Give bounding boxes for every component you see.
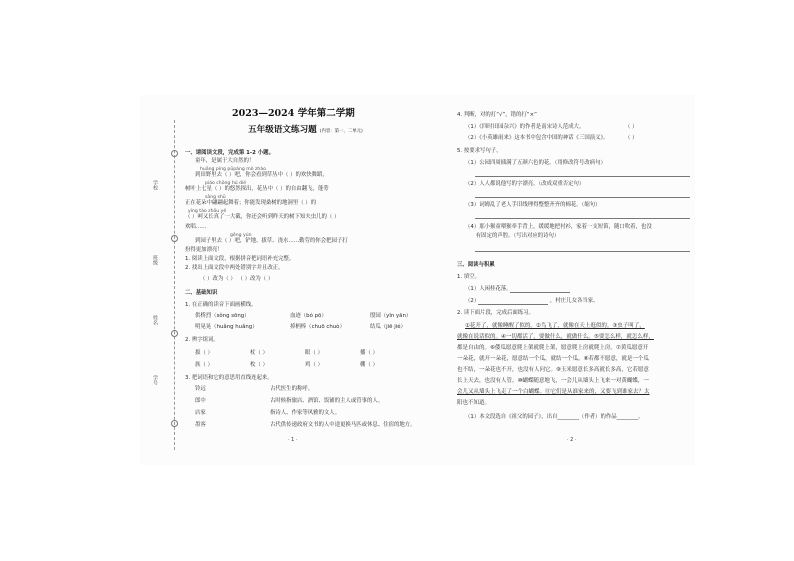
pron-item[interactable]: 供桥烈（sǒng sōng）	[195, 313, 250, 319]
pinyin-line: huāng pìng pūpáng mò zhào	[200, 167, 266, 172]
pinyin-line: piáo chōng hú dié	[205, 181, 247, 186]
char-item[interactable]: 杖（ ）	[250, 350, 268, 356]
section3-heading: 三、阅读与积累	[457, 262, 495, 268]
gutter-label-number: 学号	[152, 375, 158, 385]
passage-line: 长上天去，也没有人管。⑩蝴蝶随意地飞，一会儿从墙头上飞来一对黄蝴蝶，一	[457, 378, 649, 384]
answer-line[interactable]	[475, 197, 690, 198]
fill-item: ，村庄儿女各当家。	[550, 298, 599, 304]
pinyin-line: yíng tào zhōu yé	[188, 209, 227, 214]
rewrite-item: （4）那小猴童喂猴牵手背上，缓缓地把衬衫，家着一支短笛，随口吹着，也没 有固定的声腔。（写出对应的诗句）	[465, 224, 652, 239]
rewrite-item: （1）公园四周插满了五颜六色的花。（用修改符号改病句）	[465, 160, 606, 166]
answer-line[interactable]	[510, 292, 570, 293]
question-1: 1. 阅读上面文段，根据拼音把词语补充完整。	[185, 256, 295, 262]
char-item[interactable]: 族（ ）	[195, 362, 213, 368]
passage-line: 也不结，一朵花也不开，也没有人问它。⑨玉米愿意长多高就长多高，它若愿意	[457, 367, 649, 373]
binding-hole	[171, 420, 178, 427]
binding-hole	[171, 150, 178, 157]
text-line: 到田野里去（ ）吧，你会看到草丛中（ ）的欢快舞蹈，	[195, 172, 328, 178]
question-r2: 2. 读下面片段，完成后面练习。	[457, 310, 534, 316]
question-4: 4. 判断，对的打“√”，错的打“×”	[457, 112, 537, 118]
text-line: 树叶上七星（ ）的悠然探出，花丛中（ ）的自由翻飞，蓬蒡	[185, 186, 329, 192]
fill-item: （2）	[465, 298, 480, 304]
question-5: 5. 按要求写句子。	[457, 148, 502, 154]
judge-item: （2）《小英雄雨来》这本书中包含中国的神话《三国演义》。	[465, 135, 609, 141]
question-r2-1: （1）本文段选自《祖父的园子》，出自________（作者）的作品________。	[465, 414, 644, 420]
char-item[interactable]: 眼（ ）	[305, 350, 323, 356]
rewrite-item: （3）词姆乱了老人手旧线理得整整齐齐的棉花。（缩句）	[465, 202, 601, 208]
page-subtitle	[248, 127, 363, 135]
match-meaning[interactable]: 指诗人、作家等风雅的文人。	[270, 410, 341, 416]
gutter-label-school: 学校	[152, 180, 158, 190]
question-r1: 1. 填空。	[457, 274, 481, 280]
text-line: （ ）呵又长真了一大截，你还会听到昨天的树下知夫虫儿的（ ）	[185, 214, 340, 220]
char-item[interactable]: 枚（ ）	[250, 362, 268, 368]
char-item[interactable]: 棚（ ）	[360, 362, 378, 368]
answer-row[interactable]: （ ）改为（ ） （ ）改为（ ）	[200, 276, 274, 282]
match-meaning[interactable]: 古代医生的称呼。	[270, 386, 314, 392]
answer-line[interactable]	[475, 251, 690, 252]
pron-item[interactable]: 血迹（bó pō）	[290, 313, 327, 319]
answer-line[interactable]	[475, 218, 690, 219]
pron-item[interactable]: 殷园（yīn yān）	[370, 313, 412, 319]
char-item[interactable]: 鸡（ ）	[305, 362, 323, 368]
judge-bracket[interactable]: （ ）	[625, 135, 638, 141]
page-number-right: · 2 ·	[567, 437, 577, 443]
match-word[interactable]: 郎中	[195, 398, 206, 404]
question-2-3: 3. 把词语和它的意思用直线连起来。	[185, 375, 273, 381]
passage-line: 阳也不知道。	[457, 400, 491, 406]
match-meaning[interactable]: 古时候指旅店、酒馆、饭铺的主人或管事的人。	[270, 398, 384, 404]
question-2: 2. 找出上面文段中两处错别字并且改正。	[185, 265, 284, 271]
passage-line: ①花开了，就像睡醒了似的。②鸟飞了，就像在天上逛似的。③虫子叫了，	[465, 323, 645, 329]
text-line: 扮得更加漂亮！	[185, 247, 223, 253]
subtitle-text: 五年级语文练习题	[248, 125, 317, 135]
gutter-label-name: 姓名	[152, 315, 158, 325]
text-line: 童年，是属于大自然的！	[195, 158, 255, 164]
pinyin-line: gēng yún	[230, 233, 252, 238]
question-2-1: 1. 在正确的读音下面画横线。	[185, 302, 257, 308]
pron-item[interactable]: 明晃晃（huǎng huǎng）	[195, 324, 258, 330]
section2-heading: 二、基础知识	[185, 290, 218, 296]
passage-line: 会儿又从墙头上飞走了一个白蝴蝶。⑪它们是从谁家来的，又要飞到谁家去？太	[457, 389, 650, 395]
text-line: 到园子里去（ ）吧，铲地、拔草、浇水……勤劳的你会把园子打	[195, 238, 348, 244]
page-title: 2023—2024 学年第二学期	[232, 108, 355, 119]
binding-hole	[171, 330, 178, 337]
section1-heading: 一、请阅读文段，完成第 1-2 小题。	[185, 150, 274, 156]
match-word[interactable]: 店家	[195, 410, 206, 416]
question-2-2: 2. 辨字组词。	[185, 337, 219, 343]
judge-item: （1）《四时田园杂兴》的作者是南宋诗人范成大。	[465, 124, 585, 130]
rewrite-item: （2）人人都说他写的字漂亮。（改成双重否定句）	[465, 181, 585, 187]
fill-item: （1）人闲桂花落，	[465, 286, 512, 292]
text-line: 正在花朵中翩翩起舞着；你能发现桑树的地洞里（ ）的	[185, 200, 317, 206]
page-number-left: · 1 ·	[288, 437, 298, 443]
char-item[interactable]: 拔（ ）	[195, 350, 213, 356]
subtitle-scope: (内容：第一、二单元)	[319, 129, 363, 134]
pinyin-line: sāng shū	[205, 195, 226, 200]
passage-line: 一朵花，就开一朵花，愿意结一个瓜，就结一个瓜。⑧若都不愿意，就是一个瓜	[457, 356, 649, 362]
match-word[interactable]: 铃远	[195, 386, 206, 392]
text-line: 欢唱……	[185, 224, 207, 230]
pron-item[interactable]: 掉柄棒（chuō chuò）	[290, 324, 345, 330]
match-word[interactable]: 墨客	[195, 422, 206, 428]
binding-line	[174, 120, 175, 450]
match-meaning[interactable]: 古代供传递政府文书的人中途更换马匹或休息、住宿的地方。	[270, 422, 416, 428]
passage-line: 就像在说话似的。④一切都活了，要做什么，就做什么。⑤要怎么样，就怎么样，	[457, 334, 654, 340]
judge-bracket[interactable]: （ ）	[625, 124, 638, 130]
char-item[interactable]: 播（ ）	[360, 350, 378, 356]
passage-line: 都是自由的。⑥倭瓜愿意爬上架就爬上架，愿意爬上房就爬上房。⑦黄瓜愿意开	[457, 345, 649, 351]
gutter-label-class: 班级	[152, 255, 158, 265]
answer-line[interactable]	[478, 304, 548, 305]
pron-item[interactable]: 结瓜（jiē jié）	[370, 324, 406, 330]
binding-hole	[171, 235, 178, 242]
answer-line[interactable]	[475, 176, 690, 177]
